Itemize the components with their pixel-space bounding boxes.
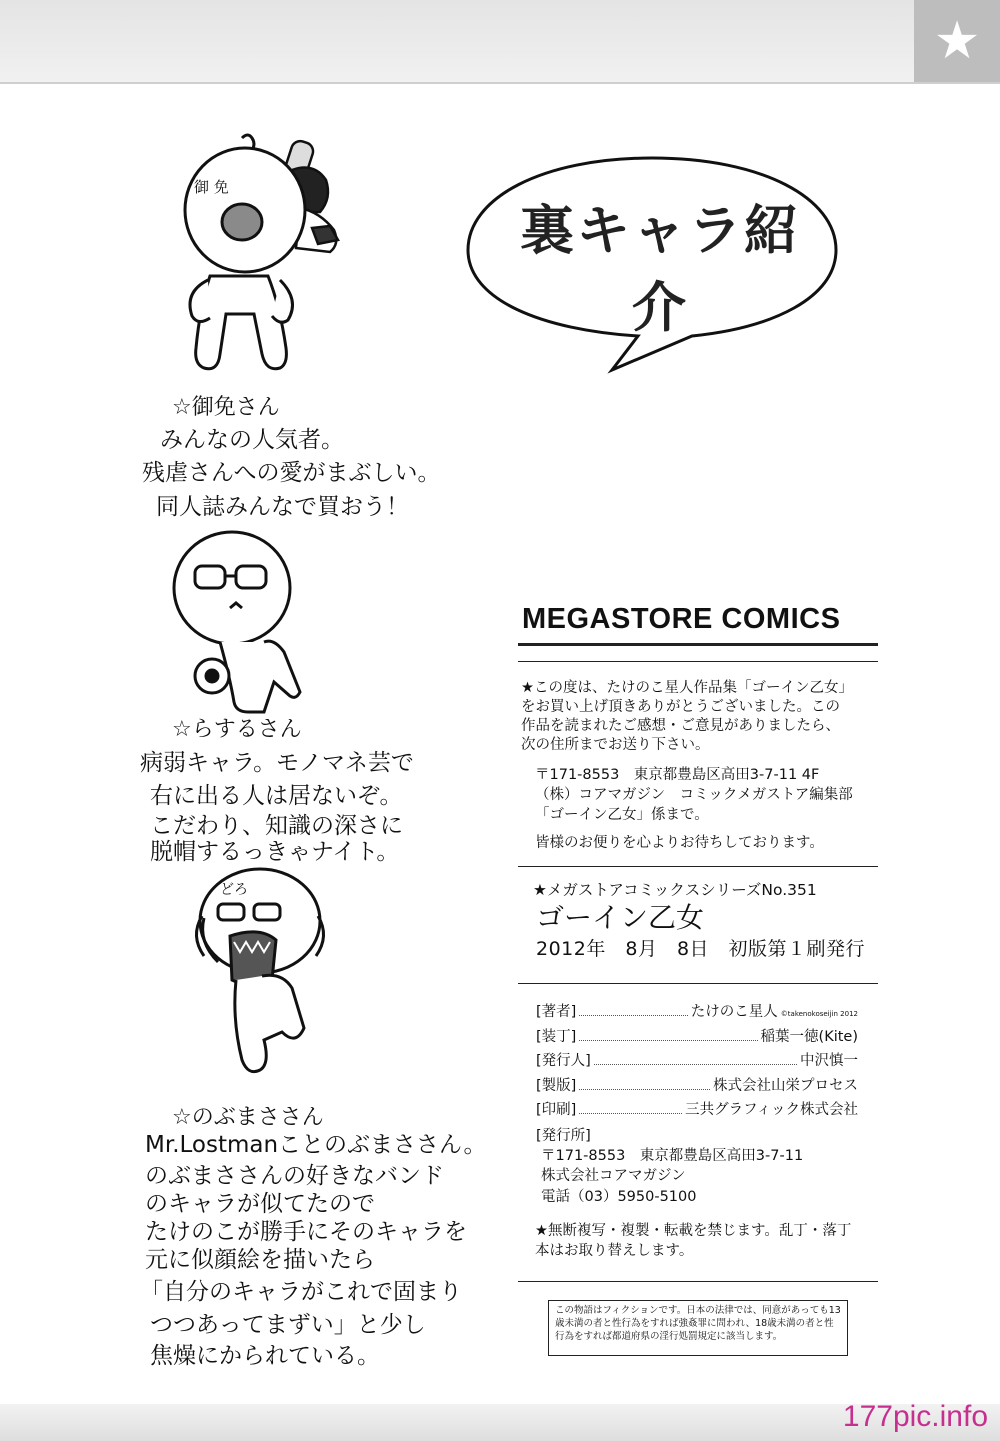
bubble-title: 裏キャラ紹介 — [520, 199, 800, 339]
top-band — [0, 0, 1000, 82]
character-3-name: ☆のぶまささん — [172, 1105, 324, 1130]
star-icon: ★ — [914, 0, 1000, 82]
publication-date: 2012年 8月 8日 初版第１刷発行 — [536, 938, 866, 960]
character-1-note-3: 同人誌みんなで買おう！ — [156, 494, 409, 520]
closing-line: 皆様のお便りを心よりお待ちしております。 — [535, 835, 824, 851]
address-line-1: 〒171-8553 東京都豊島区高田3-7-11 4F — [535, 767, 820, 783]
character-2-note-2: 右に出る人は居ないぞ。 — [150, 783, 403, 809]
credit-row — [536, 1025, 858, 1050]
site-watermark: 177pic.info — [842, 1400, 988, 1433]
face-label: どろ — [220, 882, 248, 898]
intro-top-rule — [518, 661, 878, 662]
credit-row — [536, 1074, 858, 1099]
address-line-3: 「ゴーイン乙女」係まで。 — [535, 807, 709, 823]
copyright-note: ©takenokoseijin 2012 — [780, 1010, 858, 1018]
credit-value: 稲葉一徳(Kite) — [760, 1028, 858, 1045]
intro-line-1: ★この度は、たけのこ星人作品集「ゴーイン乙女」 — [521, 680, 853, 696]
face-label: 御 免 — [194, 178, 229, 196]
credits-top-rule — [518, 983, 878, 984]
glasses-left — [195, 566, 225, 588]
top-band-divider — [0, 82, 1000, 84]
leader-dots — [579, 1089, 710, 1090]
address-line-2: （株）コアマガジン コミックメガストア編集部 — [535, 787, 853, 803]
credit-label: [装丁] — [536, 1028, 577, 1045]
leader-dots — [579, 1113, 682, 1114]
glasses-right — [236, 566, 266, 588]
character-1-name: ☆御免さん — [172, 395, 280, 420]
character-2-note-4: 脱帽するっきゃナイト。 — [150, 839, 400, 865]
character-3-illustration — [188, 866, 338, 1096]
credits-list — [536, 1000, 858, 1123]
character-1-note-1: みんなの人気者。 — [160, 427, 344, 453]
credit-row — [536, 1049, 858, 1074]
book-title: ゴーイン乙女 — [536, 901, 705, 934]
credit-value: たけのこ星人 — [690, 1004, 778, 1020]
credit-label: [発行人] — [536, 1053, 591, 1069]
credit-row — [536, 1098, 858, 1123]
character-2-note-3: こだわり、知識の深さに — [150, 813, 403, 839]
character-3-note-7: つつあってまずい」と少し — [150, 1312, 426, 1338]
character-3-note-4: たけのこが勝手にそのキャラを — [145, 1219, 467, 1245]
character-1-note-2: 残虐さんへの愛がまぶしい。 — [142, 460, 441, 486]
credit-label: [著者] — [536, 1004, 577, 1020]
publisher-phone: 電話（03）5950-5100 — [541, 1189, 697, 1205]
character-3-note-5: 元に似顔絵を描いたら — [145, 1247, 375, 1273]
credit-value: 三共グラフィック株式会社 — [685, 1102, 858, 1118]
publisher-address: 〒171-8553 東京都豊島区高田3-7-11 — [541, 1148, 804, 1164]
publisher-company: 株式会社コアマガジン — [541, 1168, 686, 1184]
credit-row — [536, 1000, 858, 1025]
character-3-note-8: 焦燥にかられている。 — [150, 1343, 380, 1369]
leader-dots — [579, 1015, 687, 1016]
brand-title: MEGASTORE COMICS — [522, 603, 841, 635]
round-head-figure — [185, 135, 305, 369]
fiction-notice: この物語はフィクションです。日本の法律では、同意があっても13歳未満の者と性行為をすれば強姦罪に問われ、18歳未満の者と性行為をすれば都道府県の淫行処罰規定に該当します。 — [548, 1300, 848, 1356]
credit-label: [製版] — [536, 1077, 577, 1094]
brand-rule — [518, 643, 878, 646]
character-3-note-6: 「自分のキャラがこれで固まり — [140, 1279, 462, 1305]
notice-top-rule — [518, 1281, 878, 1282]
character-2-name: ☆らするさん — [172, 717, 302, 742]
intro-line-4: 次の住所までお送り下さい。 — [521, 737, 710, 753]
credit-value: 株式会社山栄プロセス — [713, 1077, 858, 1094]
character-3-note-1: Mr.Lostmanことのぶまささん。 — [145, 1132, 487, 1158]
character-2-note-1: 病弱キャラ。モノマネ芸で — [140, 750, 414, 776]
credit-label: [印刷] — [536, 1102, 577, 1118]
credit-value: 中沢慎一 — [800, 1053, 858, 1069]
warning-line-1: ★無断複写・複製・転載を禁じます。乱丁・落丁 — [535, 1223, 852, 1239]
character-1-illustration — [180, 130, 410, 395]
character-3-note-2: のぶまささんの好きなバンド — [145, 1163, 444, 1189]
warning-line-2: 本はお取り替えします。 — [535, 1243, 694, 1259]
intro-line-2: をお買い上げ頂きありがとうございました。この — [521, 699, 840, 715]
intro-line-3: 作品を読まれたご感想・ご意見がありましたら、 — [521, 718, 840, 734]
publisher-label: [発行所] — [536, 1128, 591, 1144]
character-2-illustration — [170, 526, 330, 716]
leader-dots — [579, 1040, 757, 1041]
leader-dots — [594, 1064, 797, 1065]
character-3-note-3: のキャラが似てたので — [145, 1191, 375, 1217]
series-number: ★メガストアコミックスシリーズNo.351 — [533, 881, 817, 899]
series-top-rule — [518, 866, 878, 867]
